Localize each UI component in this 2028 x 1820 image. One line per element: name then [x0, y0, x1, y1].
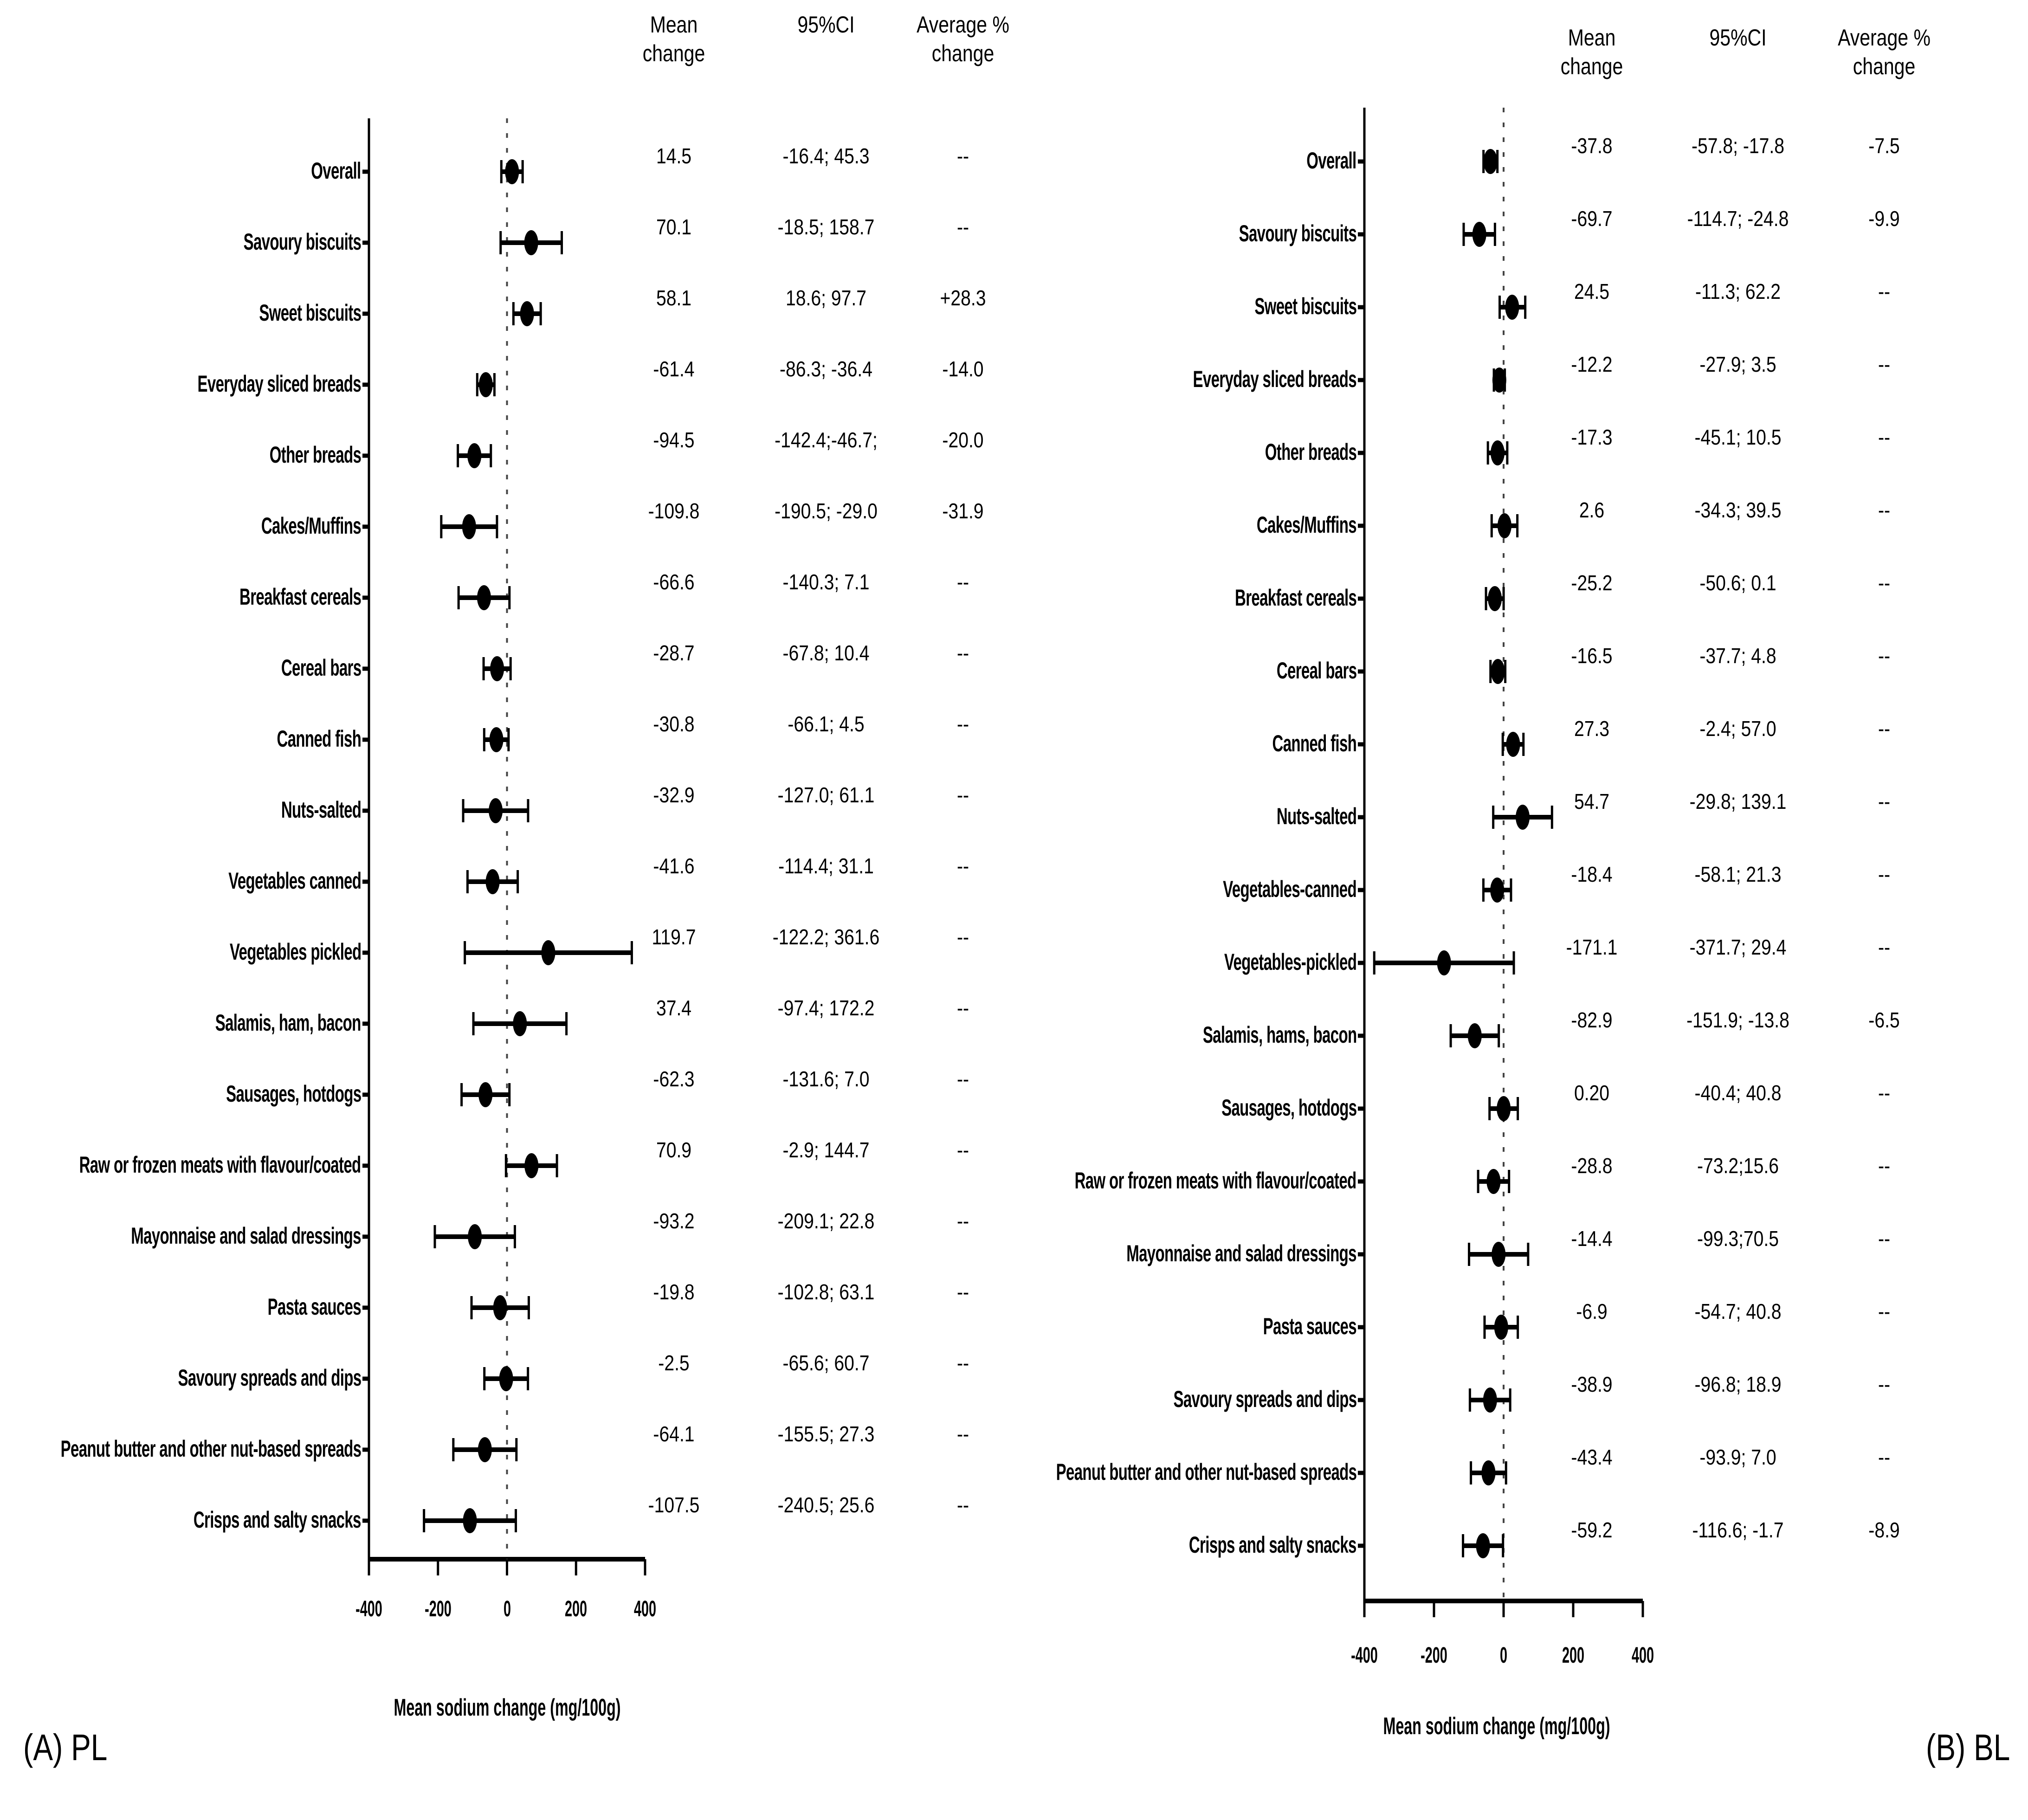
cell-95ci: -29.8; 139.1 [1689, 789, 1787, 813]
cell-mean-change: -6.9 [1576, 1299, 1608, 1323]
cell-95ci: -97.4; 172.2 [777, 996, 875, 1020]
row-label: Other breads [1265, 439, 1356, 465]
row-label: Sausages, hotdogs [226, 1081, 361, 1107]
cell-mean-change: -18.4 [1571, 862, 1613, 886]
cell-mean-change: -69.7 [1571, 207, 1613, 231]
cell-mean-change: -82.9 [1571, 1008, 1613, 1032]
cell-average-pct-change: -20.0 [942, 428, 984, 452]
row-label: Peanut butter and other nut-based spreads [60, 1436, 361, 1462]
cell-average-pct-change: -31.9 [942, 499, 984, 523]
cell-average-pct-change: -8.9 [1868, 1518, 1900, 1542]
cell-mean-change: -38.9 [1571, 1372, 1613, 1396]
x-axis-title: Mean sodium change (mg/100g) [1383, 1713, 1610, 1740]
cell-95ci: -86.3; -36.4 [780, 357, 872, 381]
cell-mean-change: -64.1 [653, 1422, 695, 1446]
cell-95ci: -16.4; 45.3 [782, 144, 870, 168]
cell-mean-change: -19.8 [653, 1280, 695, 1304]
row-label: Breakfast cereals [1234, 585, 1356, 611]
cell-average-pct-change: -7.5 [1868, 134, 1900, 158]
header-mean-change: Mean change [1560, 25, 1623, 79]
cell-95ci: -99.3;70.5 [1697, 1226, 1779, 1251]
row-label: Overall [1306, 148, 1356, 174]
cell-average-pct-change: -9.9 [1868, 207, 1900, 231]
cell-mean-change: -2.5 [658, 1351, 690, 1375]
x-tick-label: -200 [1421, 1643, 1447, 1668]
row-label: Pasta sauces [1263, 1313, 1356, 1339]
cell-mean-change: -94.5 [653, 428, 695, 452]
row-label: Pasta sauces [267, 1294, 361, 1320]
cell-average-pct-change: -- [1878, 716, 1891, 741]
row-label: Crisps and salty snacks [1189, 1532, 1356, 1558]
cell-mean-change: -171.1 [1566, 935, 1618, 959]
cell-mean-change: 119.7 [652, 925, 696, 949]
cell-95ci: -2.4; 57.0 [1699, 716, 1776, 741]
x-tick-label: 400 [633, 1597, 657, 1621]
cell-95ci: -50.6; 0.1 [1699, 571, 1776, 595]
row-label: Vegetables pickled [229, 939, 361, 965]
row-label: Vegetables-canned [1223, 876, 1356, 902]
cell-mean-change: -43.4 [1571, 1445, 1613, 1469]
cell-95ci: -73.2;15.6 [1697, 1154, 1779, 1178]
x-tick-label: 0 [1499, 1643, 1508, 1668]
cell-95ci: -18.5; 158.7 [777, 215, 875, 239]
row-label: Cakes/Muffins [261, 513, 361, 539]
row-label: Raw or frozen meats with flavour/coated [79, 1152, 361, 1178]
cell-mean-change: 24.5 [1574, 279, 1610, 303]
row-label: Savoury spreads and dips [1173, 1386, 1356, 1412]
row-label: Cakes/Muffins [1256, 512, 1356, 538]
cell-95ci: -122.2; 361.6 [772, 925, 880, 949]
cell-95ci: -155.5; 27.3 [777, 1422, 875, 1446]
cell-average-pct-change: -- [956, 854, 969, 878]
cell-mean-change: -109.8 [648, 499, 700, 523]
cell-95ci: -190.5; -29.0 [775, 499, 878, 523]
row-label: Sweet biscuits [1254, 293, 1356, 319]
cell-average-pct-change: -- [956, 570, 969, 594]
header-mean-change: Mean change [642, 12, 705, 66]
panel-tag: (A) PL [23, 1727, 108, 1768]
cell-95ci: -151.9; -13.8 [1686, 1008, 1789, 1032]
row-label: Everyday sliced breads [1193, 366, 1356, 392]
cell-average-pct-change: -- [1878, 1372, 1891, 1396]
cell-average-pct-change: -- [956, 1351, 969, 1375]
row-label: Savoury biscuits [1239, 220, 1356, 246]
cell-average-pct-change: -- [1878, 862, 1891, 886]
cell-95ci: -2.9; 144.7 [782, 1138, 870, 1162]
cell-95ci: -65.6; 60.7 [782, 1351, 870, 1375]
cell-95ci: -67.8; 10.4 [782, 641, 870, 665]
row-label: Sausages, hotdogs [1221, 1095, 1356, 1121]
row-label: Vegetables canned [228, 868, 361, 894]
row-label: Salamis, hams, bacon [1202, 1022, 1356, 1048]
cell-mean-change: 54.7 [1574, 789, 1610, 813]
cell-mean-change: -16.5 [1571, 644, 1613, 668]
cell-average-pct-change: -- [1878, 1154, 1891, 1178]
cell-average-pct-change: +28.3 [940, 286, 986, 310]
row-label: Everyday sliced breads [197, 371, 361, 397]
x-tick-label: 200 [565, 1597, 588, 1621]
row-label: Savoury biscuits [243, 229, 361, 255]
x-tick-label: 0 [503, 1597, 511, 1621]
cell-average-pct-change: -- [956, 925, 969, 949]
cell-mean-change: -41.6 [653, 854, 695, 878]
x-tick-label: 200 [1562, 1643, 1585, 1668]
cell-average-pct-change: -14.0 [942, 357, 984, 381]
cell-average-pct-change: -6.5 [1868, 1008, 1900, 1032]
row-label: Nuts-salted [281, 797, 361, 823]
cell-average-pct-change: -- [1878, 935, 1891, 959]
cell-average-pct-change: -- [956, 1138, 969, 1162]
cell-95ci: -102.8; 63.1 [777, 1280, 875, 1304]
row-label: Breakfast cereals [239, 584, 361, 610]
cell-mean-change: -61.4 [653, 357, 695, 381]
row-label: Canned fish [277, 726, 361, 752]
row-label: Sweet biscuits [258, 300, 361, 326]
row-label: Vegetables-pickled [1224, 949, 1356, 975]
cell-mean-change: -28.7 [653, 641, 695, 665]
cell-mean-change: 0.20 [1574, 1081, 1610, 1105]
cell-mean-change: -14.4 [1571, 1226, 1613, 1251]
row-label: Peanut butter and other nut-based spreads [1056, 1459, 1356, 1485]
row-label: Mayonnaise and salad dressings [131, 1223, 361, 1249]
panel-tag: (B) BL [1926, 1727, 2010, 1768]
row-label: Crisps and salty snacks [194, 1507, 361, 1533]
cell-mean-change: -30.8 [653, 712, 695, 736]
cell-95ci: -142.4;-46.7; [775, 428, 878, 452]
cell-average-pct-change: -- [956, 712, 969, 736]
row-label: Cereal bars [281, 655, 361, 681]
cell-average-pct-change: -- [1878, 498, 1891, 522]
row-label: Cereal bars [1276, 658, 1356, 684]
cell-95ci: -11.3; 62.2 [1695, 279, 1781, 303]
cell-95ci: -37.7; 4.8 [1699, 644, 1776, 668]
cell-average-pct-change: -- [1878, 352, 1891, 376]
cell-mean-change: -37.8 [1571, 134, 1613, 158]
cell-95ci: -66.1; 4.5 [788, 712, 865, 736]
row-label: Mayonnaise and salad dressings [1126, 1240, 1356, 1266]
cell-average-pct-change: -- [1878, 1081, 1891, 1105]
cell-mean-change: -59.2 [1571, 1518, 1613, 1542]
cell-95ci: -116.6; -1.7 [1692, 1518, 1784, 1542]
x-tick-label: -400 [355, 1597, 382, 1621]
cell-average-pct-change: -- [1878, 644, 1891, 668]
cell-mean-change: -66.6 [653, 570, 695, 594]
cell-average-pct-change: -- [1878, 1445, 1891, 1469]
cell-95ci: -114.7; -24.8 [1687, 207, 1789, 231]
cell-95ci: -127.0; 61.1 [777, 783, 875, 807]
cell-mean-change: -107.5 [648, 1493, 700, 1517]
cell-mean-change: 58.1 [656, 286, 692, 310]
x-tick-label: -200 [424, 1597, 452, 1621]
cell-95ci: -34.3; 39.5 [1694, 498, 1782, 522]
cell-average-pct-change: -- [956, 144, 969, 168]
row-label: Nuts-salted [1276, 803, 1356, 829]
cell-95ci: -58.1; 21.3 [1694, 862, 1782, 886]
cell-95ci: -40.4; 40.8 [1694, 1081, 1782, 1105]
cell-average-pct-change: -- [956, 1493, 969, 1517]
cell-95ci: -131.6; 7.0 [782, 1067, 870, 1091]
cell-mean-change: 70.1 [656, 215, 692, 239]
row-label: Raw or frozen meats with flavour/coated [1075, 1168, 1356, 1194]
cell-mean-change: -28.8 [1571, 1154, 1613, 1178]
cell-mean-change: -93.2 [653, 1209, 695, 1233]
cell-mean-change: 14.5 [656, 144, 692, 168]
cell-mean-change: -12.2 [1571, 352, 1613, 376]
row-label: Canned fish [1272, 730, 1356, 756]
cell-average-pct-change: -- [956, 1280, 969, 1304]
cell-95ci: -209.1; 22.8 [777, 1209, 875, 1233]
row-label: Salamis, ham, bacon [215, 1010, 361, 1036]
x-tick-label: -400 [1351, 1643, 1378, 1668]
cell-average-pct-change: -- [1878, 425, 1891, 449]
cell-mean-change: -62.3 [653, 1067, 695, 1091]
header-average-pct-change: Average % change [1838, 25, 1931, 79]
cell-mean-change: -17.3 [1571, 425, 1613, 449]
cell-average-pct-change: -- [1878, 1299, 1891, 1323]
cell-average-pct-change: -- [1878, 571, 1891, 595]
cell-mean-change: 2.6 [1579, 498, 1605, 522]
cell-mean-change: -25.2 [1571, 571, 1613, 595]
x-tick-label: 400 [1631, 1643, 1654, 1668]
cell-95ci: -45.1; 10.5 [1694, 425, 1782, 449]
row-label: Overall [311, 158, 361, 184]
cell-mean-change: 27.3 [1574, 716, 1610, 741]
cell-average-pct-change: -- [1878, 279, 1891, 303]
cell-average-pct-change: -- [956, 641, 969, 665]
cell-95ci: -27.9; 3.5 [1699, 352, 1776, 376]
cell-95ci: -240.5; 25.6 [777, 1493, 875, 1517]
cell-95ci: -96.8; 18.9 [1694, 1372, 1782, 1396]
panel-b-bl [1014, 0, 2028, 1820]
cell-average-pct-change: -- [1878, 1226, 1891, 1251]
header-95ci: 95%CI [1709, 25, 1767, 51]
cell-average-pct-change: -- [956, 1422, 969, 1446]
cell-average-pct-change: -- [1878, 789, 1891, 813]
x-axis-title: Mean sodium change (mg/100g) [394, 1694, 621, 1721]
header-95ci: 95%CI [797, 12, 855, 38]
header-average-pct-change: Average % change [917, 12, 1009, 66]
cell-95ci: 18.6; 97.7 [786, 286, 866, 310]
cell-average-pct-change: -- [956, 783, 969, 807]
cell-mean-change: 70.9 [656, 1138, 692, 1162]
forest-plot-b [1014, 0, 2028, 1820]
cell-95ci: -93.9; 7.0 [1699, 1445, 1776, 1469]
cell-average-pct-change: -- [956, 1067, 969, 1091]
cell-95ci: -140.3; 7.1 [782, 570, 870, 594]
cell-average-pct-change: -- [956, 996, 969, 1020]
cell-95ci: -54.7; 40.8 [1694, 1299, 1782, 1323]
cell-95ci: -114.4; 31.1 [778, 854, 874, 878]
cell-average-pct-change: -- [956, 215, 969, 239]
cell-average-pct-change: -- [956, 1209, 969, 1233]
cell-mean-change: -32.9 [653, 783, 695, 807]
cell-95ci: -371.7; 29.4 [1689, 935, 1787, 959]
cell-95ci: -57.8; -17.8 [1692, 134, 1784, 158]
cell-mean-change: 37.4 [656, 996, 692, 1020]
row-label: Other breads [269, 442, 361, 468]
row-label: Savoury spreads and dips [178, 1365, 361, 1391]
